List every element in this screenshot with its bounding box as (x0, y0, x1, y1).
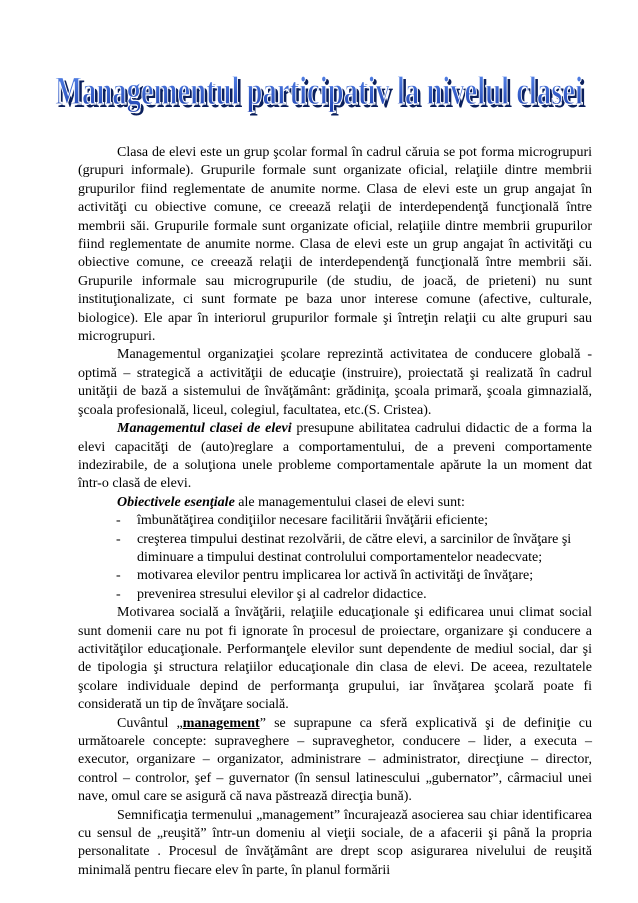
term-objectives: Obiectivele esenţiale (117, 494, 235, 510)
class-management-text: presupune abilitatea cadrului didactic de a forma la elevi capacităţi de (auto)reglare a comportamentului, de a preveni comportamente indezirabile, de a soluţiona unele probleme comportamentale apărute la un moment dat într-o clasă de elevi. (78, 421, 592, 492)
paragraph-management-meaning: Semnificaţia termenului „management” încurajează asocierea sau chiar identificarea cu sensul de „reuşită” într-un domeniu al vieţii sociale, de a afacerii şi până la propria personalitate . Procesul de învăţământ are drept scop asigurarea nivelului de reuşită minimală pentru fiecare elev în parte, în planul formării (78, 807, 592, 878)
title-shadow: Managementul participativ la nivelul clasei (58, 71, 586, 116)
objectives-intro-text: ale managementului clasei de elevi sunt: (234, 494, 465, 510)
paragraph-school-management: Managementul organizaţiei şcolare reprezintă activitatea de conducere globală - optimă – strategică a activităţii de educaţie (instruire), proiectată şi realizată în cadrul unităţii de bază a sistemului de învăţământ: grădiniţa, şcoala primară, şcoala gimnazială, şcoala profesională, liceul, colegiul, facultatea, etc.(S. Cristea). (78, 347, 592, 418)
title-graphic (0, 58, 638, 120)
page-title: Managementul participativ la nivelul clasei (55, 68, 583, 113)
paragraph-objectives-intro (78, 494, 592, 512)
wordart-title (0, 58, 638, 120)
term-class-management: Managementul clasei de elevi (117, 421, 292, 437)
paragraph-class-management (78, 420, 592, 494)
objectives-list (78, 512, 592, 604)
list-item: - prevenirea stresului elevilor şi al cadrelor didactice. (114, 586, 592, 604)
management-word-text: ” se suprapune ca sferă explicativă şi de definiţie cu următoarele concepte: supraveghere – supraveghetor, conducere – lider, a executa – executor, organizare – organizator, administrare – administrator, direcţiune – director, control – controlor, şef – guvernator (în sensul latinescului „gubernator”, cârmaciul unei nave, omul care se asigură că nava păstrează direcţia bună). (78, 715, 592, 805)
paragraph-class-definition: Clasa de elevi este un grup şcolar formal în cadrul căruia se pot forma microgrupuri (grupuri informale). Grupurile formale sunt organizate oficial, relaţiile dintre membrii grupurilor fiind reglementate de anumite norme. Clasa de elevi este un grup angajat în activităţi cu obiective comune, ce creează relaţii de interdependenţă funcţională între membrii săi. Grupurile formale sunt organizate oficial, relaţiile dintre membrii grupurilor fiind reglementate de anumite norme. Clasa de elevi este un grup angajat în activităţi cu obiective comune, ce creează relaţii de interdependenţă funcţională între membrii săi. Grupurile informale sau microgrupurile (de studiu, de joacă, de prieteni) nu sunt instituţionalizate, ci sunt formate pe baza unor interese comune (afective, culturale, biologice). Ele apar în interiorul grupurilor formale şi întreţin relaţii cu alte grupuri sau microgrupuri. (78, 145, 592, 345)
document-body (78, 144, 592, 880)
list-item: - motivarea elevilor pentru implicarea lor activă în activităţi de învăţare; (114, 567, 592, 585)
list-item: - creşterea timpului destinat rezolvării, de către elevi, a sarcinilor de învăţare şi diminuare a timpului destinat controlului comportamentelor neadecvate; (114, 531, 592, 568)
paragraph-management-word (78, 715, 592, 807)
term-management: management (182, 715, 260, 731)
list-item: - îmbunătăţirea condiţiilor necesare facilitării învăţării eficiente; (114, 512, 592, 530)
quote-open: Cuvântul „ (117, 715, 183, 731)
paragraph-social-motivation: Motivarea socială a învăţării, relaţiile educaţionale şi edificarea unui climat social sunt domenii care nu pot fi ignorate în procesul de proiectare, organizare şi conducere a activităţilor educaţionale. Performanţele elevilor sunt dependente de mediul social, dar şi de tipologia şi structura relaţiilor educaţionale din clasa de elevi. De aceea, rezultatele şcolare individuale depind de performanţa grupului, iar învăţarea şcolară poate fi considerată un tip de învăţare socială. (78, 605, 592, 713)
